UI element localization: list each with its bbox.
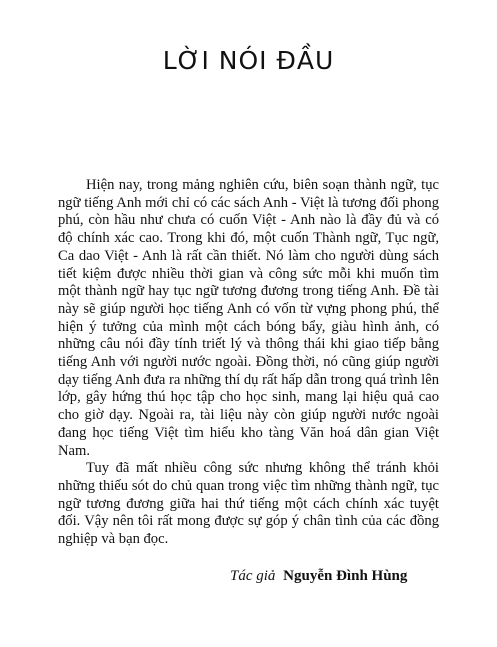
preface-body bbox=[58, 177, 439, 549]
author-name: Nguyễn Đình Hùng bbox=[283, 568, 408, 584]
paragraph-2: Tuy đã mất nhiều công sức nhưng không thể tránh khỏi những thiếu sót do chủ quan trong việc tìm những thành ngữ, tục ngữ tương đương giữa hai thứ tiếng một cách chính xác tuyệt đối. Vậy nên tôi rất mong được sự góp ý chân tình của các đồng nghiệp và bạn đọc. bbox=[58, 460, 439, 548]
author-role: Tác giả bbox=[230, 568, 276, 584]
page-title: LỜI NÓI ĐẦU bbox=[162, 46, 335, 75]
author-signature bbox=[230, 568, 407, 585]
paragraph-1: Hiện nay, trong mảng nghiên cứu, biên soạn thành ngữ, tục ngữ tiếng Anh mới chỉ có các sách Anh - Việt là tương đối phong phú, còn hầu như chưa có cuốn Việt - Anh nào là đầy đủ và có độ chính xác cao. Trong khi đó, một cuốn Thành ngữ, Tục ngữ, Ca dao Việt - Anh là rất cần thiết. Nó làm cho người dùng sách tiết kiệm được nhiều thời gian và công sức mỗi khi muốn tìm một thành ngữ hay tục ngữ tương đương trong tiếng Anh. Đề tài này sẽ giúp người học tiếng Anh có vốn từ vựng phong phú, thể hiện ý tưởng của mình một cách bóng bẩy, giàu hình ảnh, có những câu nói đầy tính triết lý và thông thái khi giao tiếp bằng tiếng Anh với người nước ngoài. Đồng thời, nó cũng giúp người dạy tiếng Anh đưa ra những thí dụ rất hấp dẫn trong quá trình lên lớp, gây hứng thú học tập cho học sinh, mang lại hiệu quả cao cho giờ dạy. Ngoài ra, tài liệu này còn giúp người nước ngoài đang học tiếng Việt tìm hiểu kho tàng Văn hoá dân gian Việt Nam. bbox=[58, 177, 439, 459]
